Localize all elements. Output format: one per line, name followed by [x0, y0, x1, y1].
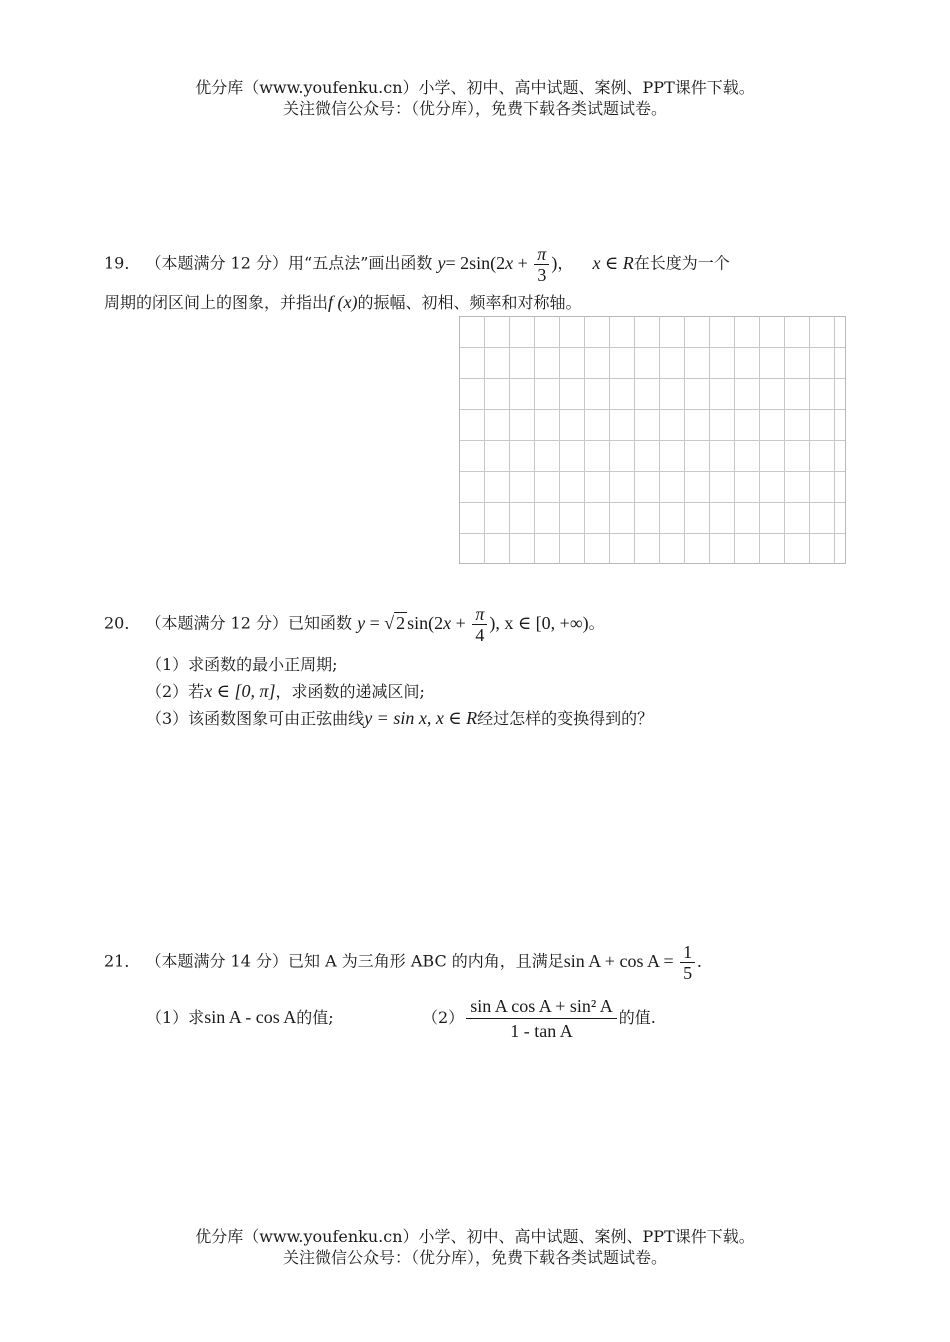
- q21-sub1-math: sin A - cos A: [204, 1007, 297, 1027]
- q19-equation: y= 2sin(2x + $\frac{\pi}{3}$ ): [437, 244, 558, 285]
- header-line-2: 关注微信公众号：（优分库），免费下载各类试题试卷。: [282, 99, 667, 118]
- q20-sub3-math: y = sin x, x ∈ R: [364, 708, 478, 728]
- q20-sub2-b: ，求函数的递减区间;: [275, 682, 425, 701]
- footer-line-2: 关注微信公众号：（优分库），免费下载各类试题试卷。: [282, 1248, 667, 1267]
- q19-line-2: [104, 290, 582, 315]
- q19-fx: f (x): [328, 292, 358, 312]
- q21-sub2-b: 的值.: [618, 1008, 656, 1027]
- q20-sub-2: [146, 680, 425, 703]
- q20-period: 。: [588, 613, 605, 633]
- graph-paper-grid: [459, 316, 846, 564]
- q20-line-1: [104, 604, 605, 645]
- q21-line-1: [104, 942, 702, 983]
- q21-score: （本题满分 14 分）: [145, 951, 289, 971]
- q21-sub1-a: （1）求: [146, 1008, 205, 1027]
- q19-fraction: $\frac{\pi}{3}$: [534, 244, 549, 285]
- q21-sub-2: [422, 994, 656, 1043]
- q20-equation: y = √ 2 sin(2x + $\frac{\pi}{4}$ ), x ∈ [0, +∞): [357, 604, 589, 645]
- q19-line2-a: 周期的闭区间上的图象，并指出: [104, 293, 329, 312]
- q20-sub3-b: 经过怎样的变换得到的？: [477, 709, 654, 728]
- q20-sub-3: [146, 707, 653, 730]
- q21-text-a: 已知 A 为三角形 ABC 的内角，且满足: [288, 951, 564, 971]
- q19-text-b: 在长度为一个: [633, 253, 730, 273]
- q20-sub3-a: （3）该函数图象可由正弦曲线: [146, 709, 365, 728]
- q21-sub1-b: 的值;: [296, 1008, 334, 1027]
- q19-domain: x ∈ R: [592, 252, 634, 273]
- q20-fraction: $\frac{\pi}{4}$: [472, 604, 487, 645]
- q20-sub-1: （1）求函数的最小正周期;: [146, 655, 338, 674]
- q19-comma: ，: [557, 253, 574, 273]
- q21-sub-1: [146, 1004, 334, 1031]
- q20-sub2-math: x ∈ [0, π]: [204, 681, 276, 701]
- q19-text-a: 用“五点法”画出函数: [288, 253, 433, 273]
- q19-line2-b: 的振幅、初相、频率和对称轴。: [357, 293, 582, 312]
- q19-line-1: [104, 244, 730, 285]
- q20-number: 20．: [104, 613, 141, 633]
- q21-sub2-a: （2）: [422, 1008, 465, 1027]
- q21-sub2-fraction: $\frac{\text{sin A cos A + sin² A}}{\text{1 - tan A}}$: [466, 994, 617, 1043]
- q21-number: 21．: [104, 951, 141, 971]
- q20-sub2-a: （2）若: [146, 682, 205, 701]
- q21-equation: sin A + cos A = $\frac{1}{5}$ .: [563, 942, 702, 983]
- q19-number: 19．: [104, 253, 141, 273]
- q21-fraction: $\frac{1}{5}$: [680, 942, 695, 983]
- q20-text-a: 已知函数: [288, 613, 353, 633]
- q19-score: （本题满分 12 分）: [145, 253, 289, 273]
- footer-line-1: 优分库（www.youfenku.cn）小学、初中、高中试题、案例、PPT课件下载。: [195, 1227, 755, 1246]
- header-line-1: 优分库（www.youfenku.cn）小学、初中、高中试题、案例、PPT课件下载。: [195, 78, 755, 97]
- q20-score: （本题满分 12 分）: [145, 613, 289, 633]
